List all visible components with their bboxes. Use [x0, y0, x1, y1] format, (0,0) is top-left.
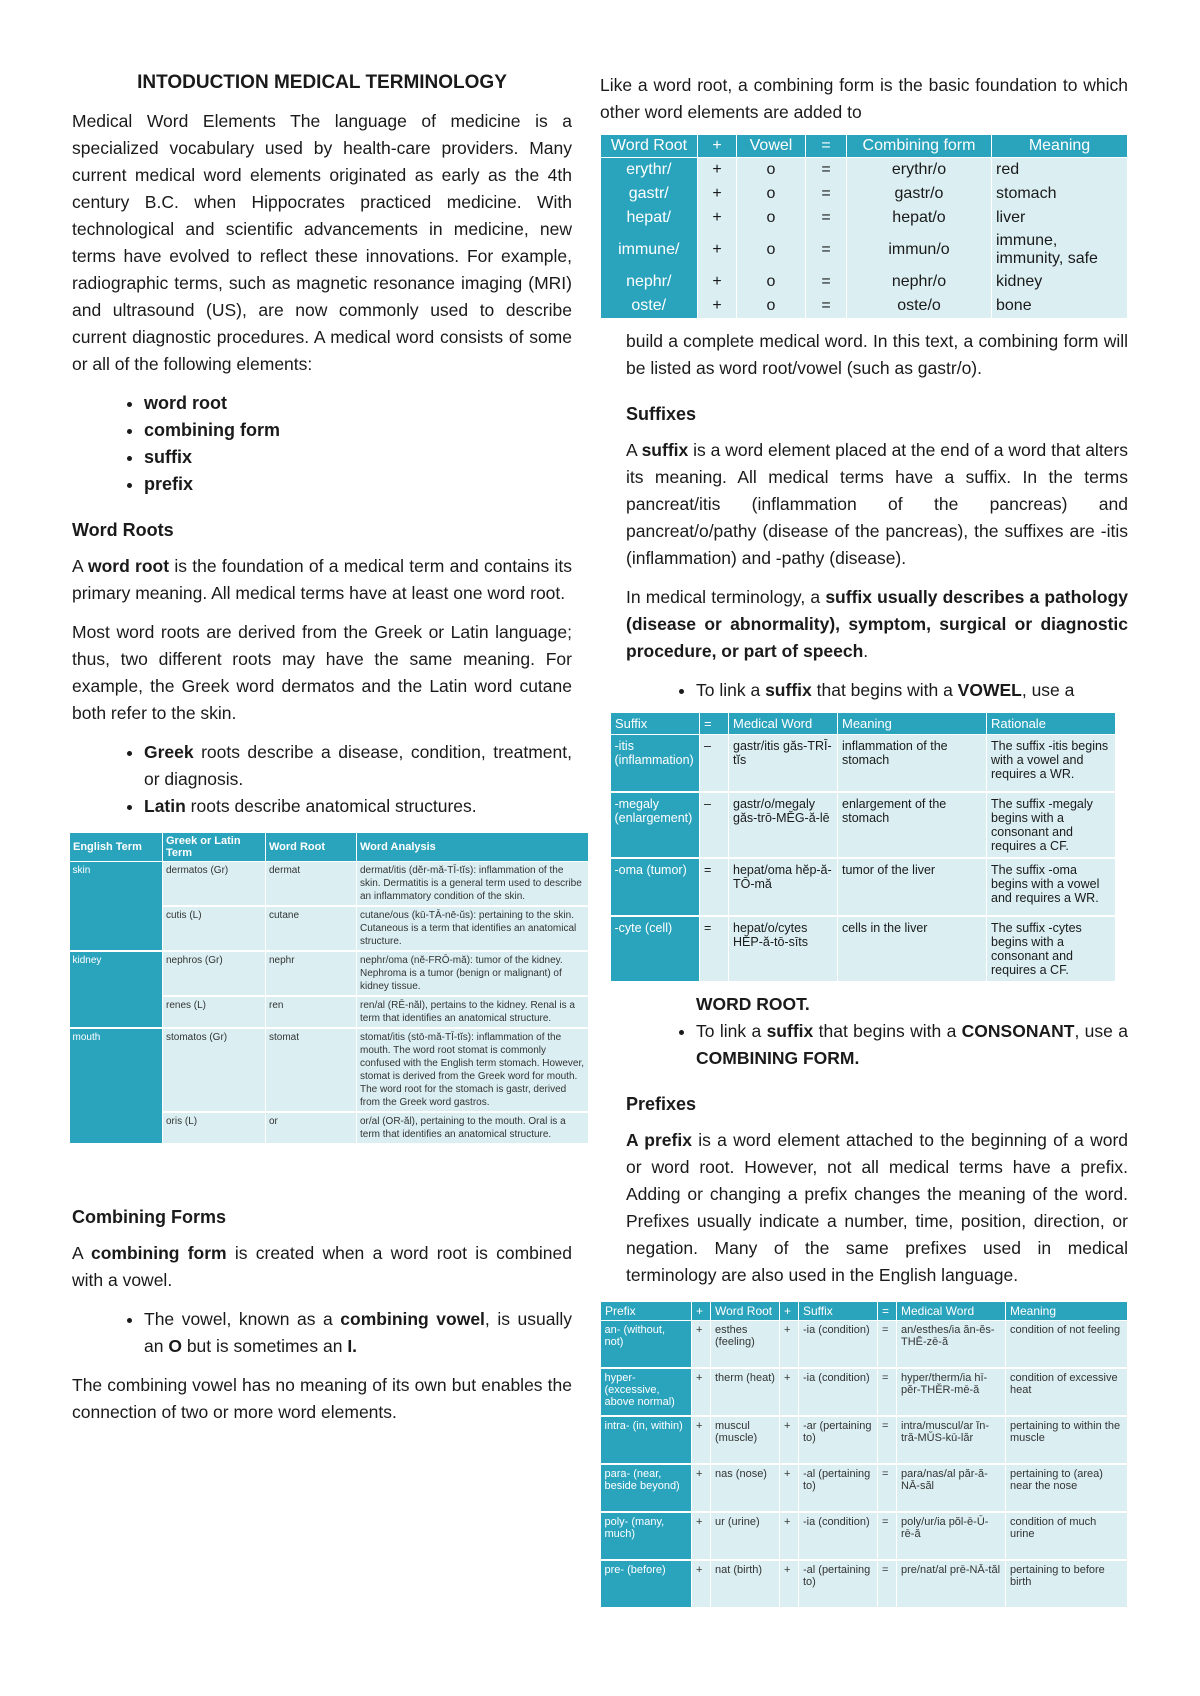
table-header: Word Root	[711, 1302, 780, 1321]
prefix-paragraph	[600, 1127, 1128, 1289]
table-cell: +	[698, 270, 737, 294]
table-cell: nephr/oma (nĕ-FRŌ-mă): tumor of the kidney. Nephroma is a tumor (benign or malignant) of kidney tissue.	[357, 951, 589, 996]
table-cell: =	[806, 182, 847, 206]
text-span: but is sometimes an	[181, 1336, 348, 1356]
table-header: Medical Word	[729, 713, 838, 735]
table-header: Rationale	[987, 713, 1116, 735]
text-span: A	[72, 1243, 91, 1263]
table-row	[70, 862, 589, 907]
table-header: Vowel	[737, 135, 806, 158]
text-span: A	[626, 440, 642, 460]
table-cell: red	[992, 158, 1128, 183]
text-span: roots describe anatomical structures.	[185, 796, 477, 816]
roots-list	[72, 739, 572, 820]
table-cell: +	[780, 1464, 799, 1512]
table-header: Meaning	[992, 135, 1128, 158]
page-title: INTODUCTION MEDICAL TERMINOLOGY	[137, 72, 507, 93]
table-cell: -ia (condition)	[799, 1368, 878, 1416]
table-cell: immune/	[601, 230, 698, 270]
table-cell: gastr/	[601, 182, 698, 206]
table-cell: –	[700, 735, 729, 793]
list-item: • suffix	[144, 444, 572, 471]
text-span: , is usually an	[144, 1309, 572, 1356]
table-row	[611, 916, 1116, 982]
text-span: word root	[87, 556, 170, 576]
table-cell: stomat/itis (stō-mă-TĪ-tĭs): inflammation of the mouth. The word root stomat is commonly confused with the English term stomach. However, stomat is derived from the Greek word for mouth. The word root for the stomach is gastr, derived from the Greek word gastros.	[357, 1028, 589, 1112]
text-span: is created when a word root is combined with a vowel.	[72, 1243, 573, 1290]
table-cell: -ar (pertaining to)	[799, 1416, 878, 1464]
table-cell: condition of much urine	[1006, 1512, 1128, 1560]
table-cell: o	[737, 294, 806, 318]
table-header: +	[780, 1302, 799, 1321]
table-cell: kidney	[70, 951, 163, 1028]
combining-vowel-paragraph: The combining vowel has no meaning of its own but enables the connection of two or more word elements.	[72, 1375, 572, 1422]
table-header: =	[700, 713, 729, 735]
table-cell: –	[700, 792, 729, 858]
table-cell: o	[737, 270, 806, 294]
table-cell: +	[698, 182, 737, 206]
table-cell: an/esthes/ia ăn-ĕs-THĒ-zē-ă	[897, 1321, 1006, 1369]
table-cell: The suffix -itis begins with a vowel and requires a WR.	[987, 735, 1116, 793]
text-span: In medical terminology, a	[626, 587, 826, 607]
right-column	[600, 72, 1128, 1609]
table-cell: or/al (OR-ăl), pertaining to the mouth. Oral is a term that identifies an anatomical structure.	[357, 1112, 589, 1144]
table-cell: hepat/	[601, 206, 698, 230]
table-row	[601, 1464, 1128, 1512]
suffix-table	[610, 712, 1116, 983]
table-cell: nephr/o	[847, 270, 992, 294]
word-root-paragraph	[72, 553, 572, 607]
table-cell: ur (urine)	[711, 1512, 780, 1560]
table-cell: nas (nose)	[711, 1464, 780, 1512]
table-cell: hyper- (excessive, above normal)	[601, 1368, 692, 1416]
table-cell: -ia (condition)	[799, 1512, 878, 1560]
text-span: suffix	[765, 680, 812, 700]
table-cell: =	[878, 1368, 897, 1416]
table-header: English Term	[70, 833, 163, 862]
table-cell: mouth	[70, 1028, 163, 1144]
suffixes-heading: Suffixes	[626, 404, 697, 424]
table-cell: liver	[992, 206, 1128, 230]
text-span: , use a	[1021, 680, 1075, 700]
table-cell: gastr/o	[847, 182, 992, 206]
table-cell: immun/o	[847, 230, 992, 270]
table-cell: +	[692, 1464, 711, 1512]
table-header: +	[698, 135, 737, 158]
table-cell: The suffix -cytes begins with a consonant and requires a CF.	[987, 916, 1116, 982]
table-cell: dermatos (Gr)	[163, 862, 266, 907]
table-row	[611, 858, 1116, 916]
table-cell: dermat/itis (dĕr-mă-TĪ-tĭs): inflammation of the skin. Dermatitis is a general term used to describe an inflammatory condition of the skin.	[357, 862, 589, 907]
table-row	[601, 294, 1128, 318]
table-cell: poly- (many, much)	[601, 1512, 692, 1560]
table-cell: erythr/o	[847, 158, 992, 183]
table-cell: +	[698, 158, 737, 183]
table-cell: poly/ur/ia pŏl-ē-Ū-rē-ă	[897, 1512, 1006, 1560]
text-span: A	[72, 556, 88, 576]
table-cell: intra- (in, within)	[601, 1416, 692, 1464]
table-header: Suffix	[799, 1302, 878, 1321]
table-cell: -itis (inflammation)	[611, 735, 700, 793]
text-span: .	[863, 641, 869, 661]
table-row	[601, 1368, 1128, 1416]
table-cell: +	[692, 1560, 711, 1608]
combining-form-notation: build a complete medical word. In this text, a combining form will be listed as word root/vowel (such as gastr/o).	[626, 331, 1128, 378]
table-cell: stomat	[266, 1028, 357, 1112]
text-span: The vowel, known as a	[144, 1309, 341, 1329]
consonant-link-list	[600, 1018, 1128, 1072]
table-row	[601, 206, 1128, 230]
table-cell: immune, immunity, safe	[992, 230, 1128, 270]
suffix-paragraph	[600, 437, 1128, 572]
table-cell: ren	[266, 996, 357, 1028]
text-span: , use a	[1074, 1021, 1128, 1041]
table-cell: pertaining to (area) near the nose	[1006, 1464, 1128, 1512]
table-cell: condition of excessive heat	[1006, 1368, 1128, 1416]
list-item	[144, 1306, 572, 1360]
text-span: CONSONANT	[961, 1021, 1075, 1041]
table-cell: The suffix -megaly begins with a consonant and requires a CF.	[987, 792, 1116, 858]
table-header: Meaning	[1006, 1302, 1128, 1321]
table-cell: intra/muscul/ar ĭn-tră-MŬS-kū-lăr	[897, 1416, 1006, 1464]
list-item: • combining form	[144, 417, 572, 444]
table-cell: condition of not feeling	[1006, 1321, 1128, 1369]
table-cell: pre- (before)	[601, 1560, 692, 1608]
table-cell: +	[780, 1512, 799, 1560]
table-cell: =	[806, 294, 847, 318]
table-row	[601, 1416, 1128, 1464]
combining-forms-heading: Combining Forms	[72, 1207, 226, 1227]
table-cell: +	[698, 230, 737, 270]
table-row	[70, 1028, 589, 1112]
table-cell: nephros (Gr)	[163, 951, 266, 996]
table-row	[601, 1560, 1128, 1608]
table-header: Word Root	[266, 833, 357, 862]
list-item	[144, 739, 572, 793]
table-cell: +	[692, 1321, 711, 1369]
table-header: =	[878, 1302, 897, 1321]
table-cell: =	[878, 1512, 897, 1560]
list-item	[696, 677, 1128, 704]
table-row	[601, 1512, 1128, 1560]
combining-form-paragraph	[72, 1240, 572, 1294]
suffix-usage-paragraph	[600, 584, 1128, 665]
table-cell: -megaly (enlargement)	[611, 792, 700, 858]
table-cell: an- (without, not)	[601, 1321, 692, 1369]
table-row	[601, 182, 1128, 206]
table-cell: hepat/o/cytes HĔP-ă-tō-sīts	[729, 916, 838, 982]
table-cell: kidney	[992, 270, 1128, 294]
table-cell: skin	[70, 862, 163, 952]
table-cell: nephr/	[601, 270, 698, 294]
table-header: Word Analysis	[357, 833, 589, 862]
left-column	[72, 72, 584, 1438]
intro-paragraph: Medical Word Elements The language of medicine is a specialized vocabulary used by health-care providers. Many current medical word elements originated as early as the 4th century B.C. when Hippocrates practiced medicine. With technological and scientific advancements in medicine, new terms have evolved to reflect these innovations. For example, radiographic terms, such as magnetic resonance imaging (MRI) and ultrasound (US), are now commonly used to describe current diagnostic procedures. A medical word consists of some or all of the following elements:	[72, 111, 572, 374]
combining-vowel-list	[72, 1306, 572, 1360]
table-cell: =	[806, 230, 847, 270]
table-cell: +	[780, 1560, 799, 1608]
table-cell: +	[692, 1512, 711, 1560]
table-header: Meaning	[838, 713, 987, 735]
text-span: COMBINING FORM.	[696, 1048, 860, 1068]
text-span: O	[168, 1336, 182, 1356]
greek-latin-paragraph: Most word roots are derived from the Greek or Latin language; thus, two different roots may have the same meaning. For example, the Greek word dermatos and the Latin word cutane both refer to the skin.	[72, 622, 572, 723]
table-cell: pertaining to before birth	[1006, 1560, 1128, 1608]
table-cell: pertaining to within the muscle	[1006, 1416, 1128, 1464]
table-cell: +	[698, 206, 737, 230]
table-cell: -ia (condition)	[799, 1321, 878, 1369]
table-cell: cutane	[266, 906, 357, 951]
list-item: • prefix	[144, 471, 572, 498]
text-span: suffix	[766, 1021, 814, 1041]
table-cell: cells in the liver	[838, 916, 987, 982]
text-span: To link a	[696, 680, 766, 700]
text-span: combining vowel	[340, 1309, 485, 1329]
table-cell: +	[780, 1321, 799, 1369]
text-span: is the foundation of a medical term and contains its primary meaning. All medical terms have at least one word root.	[72, 556, 572, 603]
table-cell: or	[266, 1112, 357, 1144]
table-cell: oste/o	[847, 294, 992, 318]
table-cell: -cyte (cell)	[611, 916, 700, 982]
table-cell: pre/nat/al prē-NĀ-tăl	[897, 1560, 1006, 1608]
table-cell: +	[692, 1416, 711, 1464]
list-item	[696, 1018, 1128, 1072]
table-cell: dermat	[266, 862, 357, 907]
list-item	[144, 793, 572, 820]
text-span: I.	[347, 1336, 358, 1356]
table-cell: +	[698, 294, 737, 318]
table-cell: o	[737, 158, 806, 183]
text-span: suffix usually describes a pathology (disease or abnormality), symptom, surgical or diagnostic procedure, or part of speech	[626, 587, 1128, 661]
text-span: that begins with a	[811, 680, 958, 700]
table-cell: esthes (feeling)	[711, 1321, 780, 1369]
prefixes-heading: Prefixes	[626, 1094, 697, 1114]
table-cell: =	[700, 858, 729, 916]
prefix-table	[600, 1301, 1128, 1609]
text-span: Greek	[144, 742, 194, 762]
table-header: =	[806, 135, 847, 158]
table-header: Combining form	[847, 135, 992, 158]
vowel-link-list	[600, 677, 1128, 704]
table-cell: =	[878, 1321, 897, 1369]
table-cell: o	[737, 230, 806, 270]
table-cell: +	[780, 1416, 799, 1464]
table-cell: =	[806, 270, 847, 294]
table-cell: nephr	[266, 951, 357, 996]
table-header: Greek or Latin Term	[163, 833, 266, 862]
table-cell: =	[878, 1416, 897, 1464]
table-cell: hepat/o	[847, 206, 992, 230]
text-span: suffix	[641, 440, 689, 460]
table-cell: bone	[992, 294, 1128, 318]
spacer	[72, 1145, 572, 1185]
text-span: To link a	[696, 1021, 767, 1041]
text-span: is a word element attached to the beginning of a word or word root. However, not all medical terms have a prefix. Adding or changing a prefix changes the meaning of the word. Prefixes usually indicate a number, time, position, direction, or negation. Many of the same prefixes used in medical terminology are also used in the English language.	[626, 1130, 1129, 1285]
text-span: that begins with a	[813, 1021, 962, 1041]
table-cell: para- (near, beside beyond)	[601, 1464, 692, 1512]
table-cell: cutis (L)	[163, 906, 266, 951]
table-cell: gastr/o/megaly găs-trō-MĔG-ă-lē	[729, 792, 838, 858]
table-row	[611, 735, 1116, 793]
text-span: Latin	[144, 796, 186, 816]
table-cell: inflammation of the stomach	[838, 735, 987, 793]
table-cell: hyper/therm/ia hī-pĕr-THĔR-mē-ă	[897, 1368, 1006, 1416]
text-span: roots describe a disease, condition, treatment, or diagnosis.	[144, 742, 572, 789]
combining-form-table	[600, 134, 1128, 318]
table-cell: nat (birth)	[711, 1560, 780, 1608]
table-cell: stomatos (Gr)	[163, 1028, 266, 1112]
table-cell: -al (pertaining to)	[799, 1560, 878, 1608]
table-row	[601, 270, 1128, 294]
table-cell: =	[878, 1560, 897, 1608]
table-cell: +	[780, 1368, 799, 1416]
table-cell: +	[692, 1368, 711, 1416]
list-item: • word root	[144, 390, 572, 417]
table-cell: enlargement of the stomach	[838, 792, 987, 858]
table-cell: =	[806, 158, 847, 183]
table-cell: para/nas/al păr-ă-NĀ-săl	[897, 1464, 1006, 1512]
table-header: Suffix	[611, 713, 700, 735]
word-roots-heading: Word Roots	[72, 520, 174, 540]
table-header: +	[692, 1302, 711, 1321]
table-row	[601, 1321, 1128, 1369]
combining-form-continued: Like a word root, a combining form is the basic foundation to which other word elements are added to	[600, 75, 1128, 122]
table-cell: renes (L)	[163, 996, 266, 1028]
table-row	[601, 230, 1128, 270]
table-row	[601, 158, 1128, 183]
table-cell: -al (pertaining to)	[799, 1464, 878, 1512]
table-cell: stomach	[992, 182, 1128, 206]
text-span: is a word element placed at the end of a word that alters its meaning. All medical terms have a suffix. In the terms pancreat/itis (inflammation of the pancreas) and pancreat/o/pathy (disease of the pancreas), the suffixes are -itis (inflammation) and -pathy (disease).	[626, 440, 1128, 568]
table-cell: o	[737, 206, 806, 230]
table-cell: =	[806, 206, 847, 230]
table-header: Prefix	[601, 1302, 692, 1321]
table-row	[70, 951, 589, 996]
table-cell: erythr/	[601, 158, 698, 183]
table-cell: hepat/oma hĕp-ă-TŌ-mă	[729, 858, 838, 916]
table-cell: o	[737, 182, 806, 206]
table-header: Word Root	[601, 135, 698, 158]
table-cell: oste/	[601, 294, 698, 318]
table-cell: -oma (tumor)	[611, 858, 700, 916]
word-root-line: WORD ROOT.	[696, 994, 810, 1014]
table-cell: The suffix -oma begins with a vowel and requires a WR.	[987, 858, 1116, 916]
anatomy-table	[69, 832, 589, 1145]
text-span: VOWEL	[957, 680, 1022, 700]
table-cell: ren/al (RĒ-năl), pertains to the kidney. Renal is a term that identifies an anatomical structure.	[357, 996, 589, 1028]
table-cell: muscul (muscle)	[711, 1416, 780, 1464]
table-cell: oris (L)	[163, 1112, 266, 1144]
table-cell: therm (heat)	[711, 1368, 780, 1416]
table-cell: =	[700, 916, 729, 982]
table-row	[611, 792, 1116, 858]
table-cell: tumor of the liver	[838, 858, 987, 916]
elements-list	[72, 390, 572, 498]
text-span: A prefix	[626, 1130, 692, 1150]
table-header: Medical Word	[897, 1302, 1006, 1321]
text-span: combining form	[90, 1243, 227, 1263]
table-cell: gastr/itis găs-TRĪ-tĭs	[729, 735, 838, 793]
table-cell: cutane/ous (kū-TĀ-nē-ŭs): pertaining to the skin. Cutaneous is a term that identifies an anatomical structure.	[357, 906, 589, 951]
table-cell: =	[878, 1464, 897, 1512]
